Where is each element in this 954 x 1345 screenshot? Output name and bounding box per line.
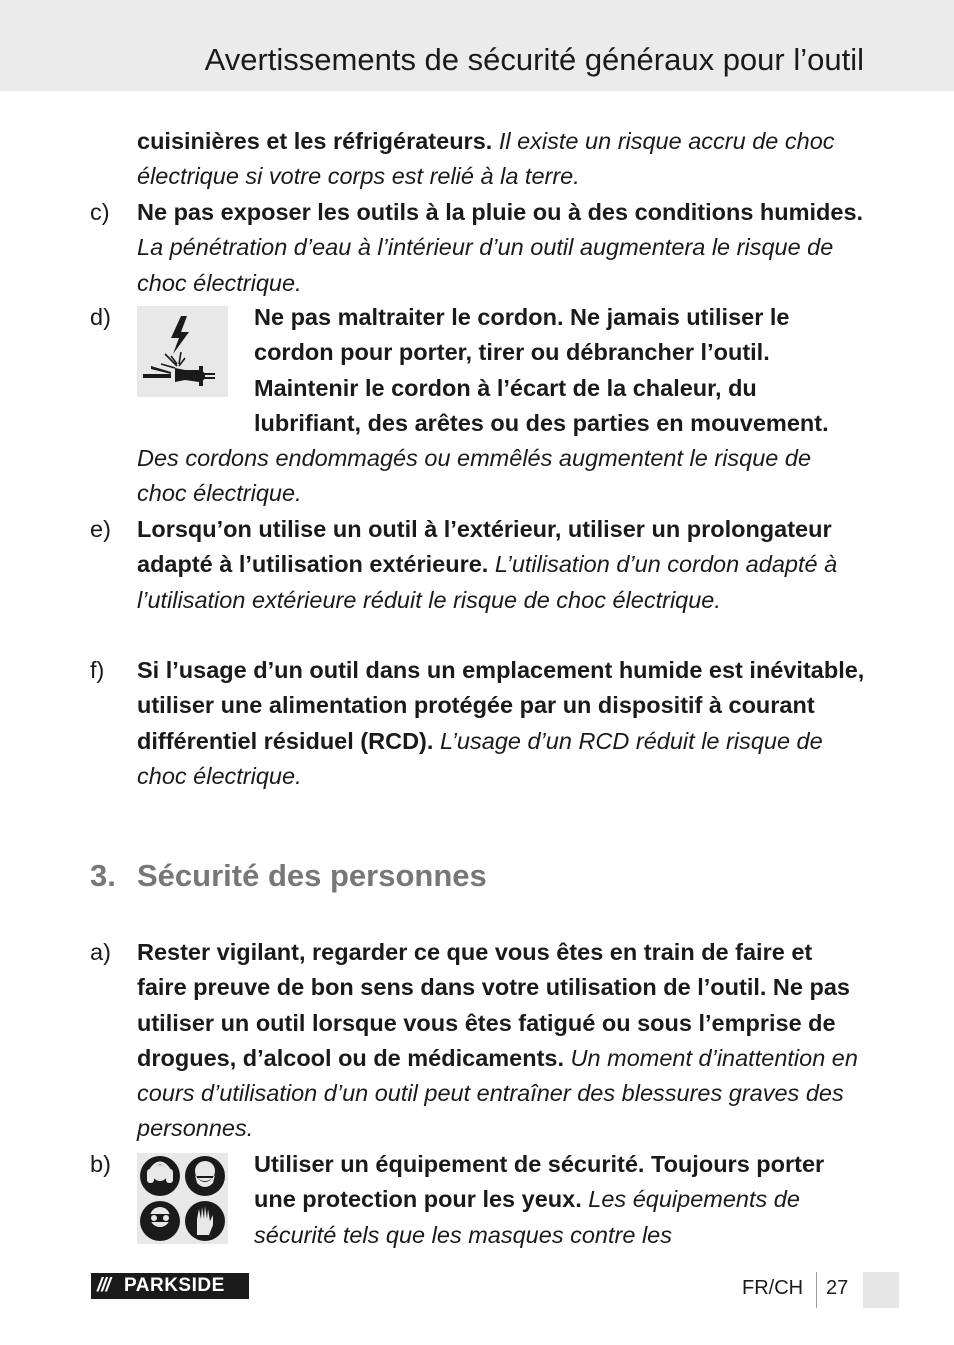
item-f-italic: L’usage d’un RCD réduit le risque de choc électrique. (137, 727, 823, 789)
footer-tab-marker (863, 1272, 899, 1308)
section-item-b-italic: Les équipements de sécurité tels que les masques contre les (254, 1186, 800, 1248)
page-header-title: Avertissements de sécurité généraux pour l’outil (204, 42, 864, 77)
footer-language: FR/CH (742, 1277, 804, 1299)
item-e-bold: Lorsqu’on utilise un outil à l’extérieur, utiliser un prolongateur adapté à l’utilisation extérieure. (137, 516, 832, 578)
section-item-b-icon-spacer (137, 1147, 254, 1253)
item-c-text (137, 195, 865, 301)
item-b-bold: cuisinières et les réfrigérateurs. (137, 128, 493, 154)
section-title (90, 858, 487, 894)
parkside-logo (91, 1273, 249, 1299)
item-f-bold: Si l’usage d’un outil dans un emplacement humide est inévitable, utiliser une alimentation protégée par un dispositif à courant différentiel résiduel (RCD). (137, 657, 865, 754)
item-d-text (137, 300, 865, 512)
item-e-italic: L’utilisation d’un cordon adapté à l’utilisation extérieure réduit le risque de choc électrique. (137, 551, 838, 613)
item-c-bold: Ne pas exposer les outils à la pluie ou à des conditions humides. (137, 199, 864, 225)
section-number: 3. (90, 858, 116, 893)
page-number: 27 (826, 1277, 849, 1299)
section-item-b-text (137, 1147, 865, 1253)
section-item-a-text (137, 935, 865, 1147)
item-d-italic: Des cordons endommagés ou emmêlés augmentent le risque de choc électrique. (137, 445, 812, 507)
item-d-letter: d) (90, 304, 111, 330)
item-e-text (137, 512, 865, 618)
item-f-text (137, 653, 865, 794)
logo-slashes: /// (97, 1275, 110, 1296)
section-item-a-bold: Rester vigilant, regarder ce que vous êtes en train de faire et faire preuve de bon sens dans votre utilisation de l’outil. Ne pas utiliser un outil lorsque vous êtes fatigué ou sous l’emprise de drogues, d’alcool ou de médicaments. (137, 939, 850, 1071)
section-item-a-italic: Un moment d’inattention en cours d’utilisation d’un outil peut entraîner des blessures graves des personnes. (137, 1044, 858, 1142)
logo-brand: PARKSIDE (124, 1275, 225, 1296)
footer-divider (816, 1272, 817, 1308)
section-item-b-letter: b) (90, 1151, 111, 1177)
item-c-letter: c) (90, 199, 110, 225)
item-b-continuation (137, 124, 865, 195)
item-c-italic: La pénétration d’eau à l’intérieur d’un outil augmentera le risque de choc électrique. (137, 234, 834, 296)
item-f-letter: f) (90, 657, 105, 683)
section-item-a-letter: a) (90, 939, 111, 965)
section-title-text: Sécurité des personnes (137, 858, 487, 893)
section-item-b-bold: Utiliser un équipement de sécurité. Toujours porter une protection pour les yeux. (254, 1151, 825, 1213)
item-b-italic: Il existe un risque accru de choc électrique si votre corps est relié à la terre. (137, 128, 835, 190)
item-d-bold: Ne pas maltraiter le cordon. Ne jamais utiliser le cordon pour porter, tirer ou débrancher l’outil. Maintenir le cordon à l’écart de la chaleur, du lubrifiant, des arêtes ou des parties en mouvement. (254, 304, 829, 436)
item-d-icon-spacer (137, 300, 254, 406)
item-e-letter: e) (90, 516, 111, 542)
